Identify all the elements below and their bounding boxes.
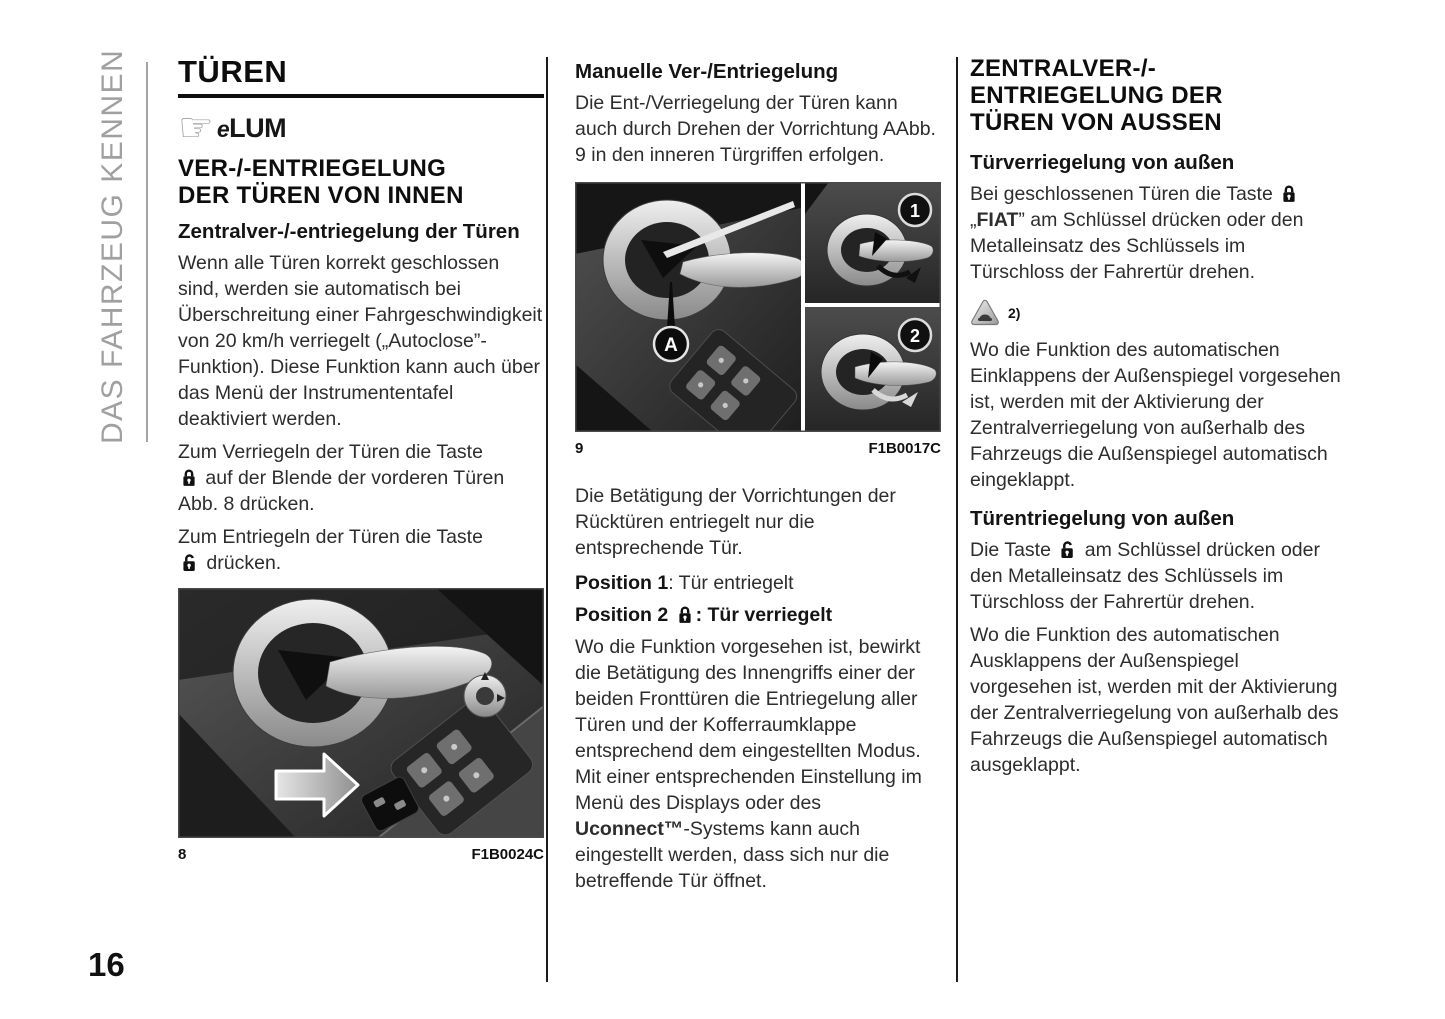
paragraph: Die Taste am Schlüssel drücken oder den Metalleinsatz des Schlüssels im Türschloss der Fahrertür drehen. (970, 538, 1320, 613)
paragraph: Bei geschlossenen Türen die Taste „FIAT” am Schlüssel drücken oder den Metalleinsatz des Schlüssels im Türschloss der Fahrertür drehen. (970, 182, 1304, 283)
lock-open-icon (181, 553, 198, 572)
subsection-heading: Türentriegelung von außen (970, 506, 1235, 530)
column-divider (956, 57, 958, 982)
column-3 (970, 56, 1342, 785)
position-2-line: Position 2 : Tür verriegelt (575, 604, 833, 626)
figure-8 (178, 588, 544, 863)
figure-number: 8 (178, 845, 187, 863)
figure-number: 9 (575, 440, 584, 457)
figure-8-caption (178, 846, 544, 863)
figure-9-caption (575, 440, 941, 457)
note-number: 2) (1008, 304, 1021, 321)
elum-logo (178, 105, 544, 151)
paragraph: Die Ent-/Verriegelung der Türen kann auch durch Drehen der Vorrichtung AAbb. 9 in den inneren Türgriffen erfolgen. (575, 92, 936, 166)
column-divider (546, 57, 548, 982)
paragraph: Zum Entriegeln der Türen die Taste drücken. (178, 525, 483, 574)
figure-8-image (178, 588, 544, 838)
lock-closed-icon (181, 468, 197, 487)
page-number: 16 (88, 946, 125, 983)
section-heading-line: VER-/-ENTRIEGELUNG (178, 155, 447, 182)
chapter-title: TÜREN (178, 54, 288, 89)
paragraph: Die Betätigung der Vorrichtungen der Rücktüren entriegelt nur die entsprechende Tür. (575, 485, 896, 559)
figure-9-image (575, 182, 941, 432)
subsection-heading: Manuelle Ver-/Entriegelung (575, 60, 839, 83)
section-heading-line: ENTRIEGELUNG DER (970, 81, 1223, 109)
position-1-line: Position 1: Tür entriegelt (575, 572, 794, 594)
marker-a: A (664, 335, 678, 356)
section-heading (178, 156, 544, 210)
elum-label: eLUM (216, 112, 287, 143)
paragraph: Wo die Funktion vorgesehen ist, bewirkt die Betätigung des Innengriffs einer der beiden Fronttüren die Entriegelung aller Türen und der Kofferraumklappe entsprechend dem eingestellten Modus. Mit einer entsprechenden Einstellung im Menü des Displays oder des Uconnect™-Systems kann auch eingestellt werden, dass sich nur die betreffende Tür öffnet. (575, 636, 922, 892)
figure-code: F1B0024C (471, 845, 544, 863)
figure-9 (575, 182, 941, 457)
subsection-heading: Zentralver-/-entriegelung der Türen (178, 219, 520, 243)
section-heading-line: DER TÜREN VON INNEN (178, 181, 464, 209)
lock-open-icon (1059, 540, 1076, 559)
uconnect-label: Uconnect™ (575, 818, 684, 840)
vehicle-protection-icon (970, 299, 1000, 327)
paragraph: Zum Verriegeln der Türen die Taste auf der Blende der vorderen Türen Abb. 8 drücken. (178, 440, 505, 515)
figure-code: F1B0017C (868, 440, 941, 457)
lock-closed-icon (677, 605, 693, 624)
sidebar-rule (146, 62, 148, 442)
fiat-key-label: FIAT (976, 208, 1019, 231)
section-heading-line: TÜREN VON AUSSEN (970, 108, 1222, 136)
title-rule (178, 94, 544, 98)
marker-1: 1 (909, 201, 921, 221)
note-reference (970, 299, 1342, 327)
column-2 (575, 56, 941, 901)
pointing-hand-icon: ☞ (178, 105, 214, 151)
section-heading-line: ZENTRALVER-/- (970, 55, 1157, 82)
paragraph: Wo die Funktion des automatischen Einklappens der Außenspiegel vorgesehen ist, werden mit der Aktivierung der Zentralverriegelung von außerhalb des Fahrzeugs die Außenspiegel automatisch eingeklappt. (970, 338, 1341, 491)
marker-2: 2 (909, 326, 921, 346)
section-heading (970, 56, 1342, 137)
subsection-heading: Türverriegelung von außen (970, 150, 1235, 174)
paragraph: Wenn alle Türen korrekt geschlossen sind, werden sie automatisch bei Überschreitung einer Fahrgeschwindigkeit von 20 km/h verriegelt („Autoclose”-Funktion). Diese Funktion kann auch über das Menü der Instrumententafel deaktiviert werden. (178, 251, 543, 430)
chapter-sidebar-label: DAS FAHRZEUG KENNEN (96, 48, 129, 444)
column-1 (178, 56, 544, 863)
paragraph: Wo die Funktion des automatischen Ausklappens der Außenspiegel vorgesehen ist, werden mit der Aktivierung der Zentralverriegelung von außerhalb des Fahrzeugs die Außenspiegel automatisch ausgeklappt. (970, 623, 1339, 776)
lock-closed-icon (1281, 184, 1297, 203)
